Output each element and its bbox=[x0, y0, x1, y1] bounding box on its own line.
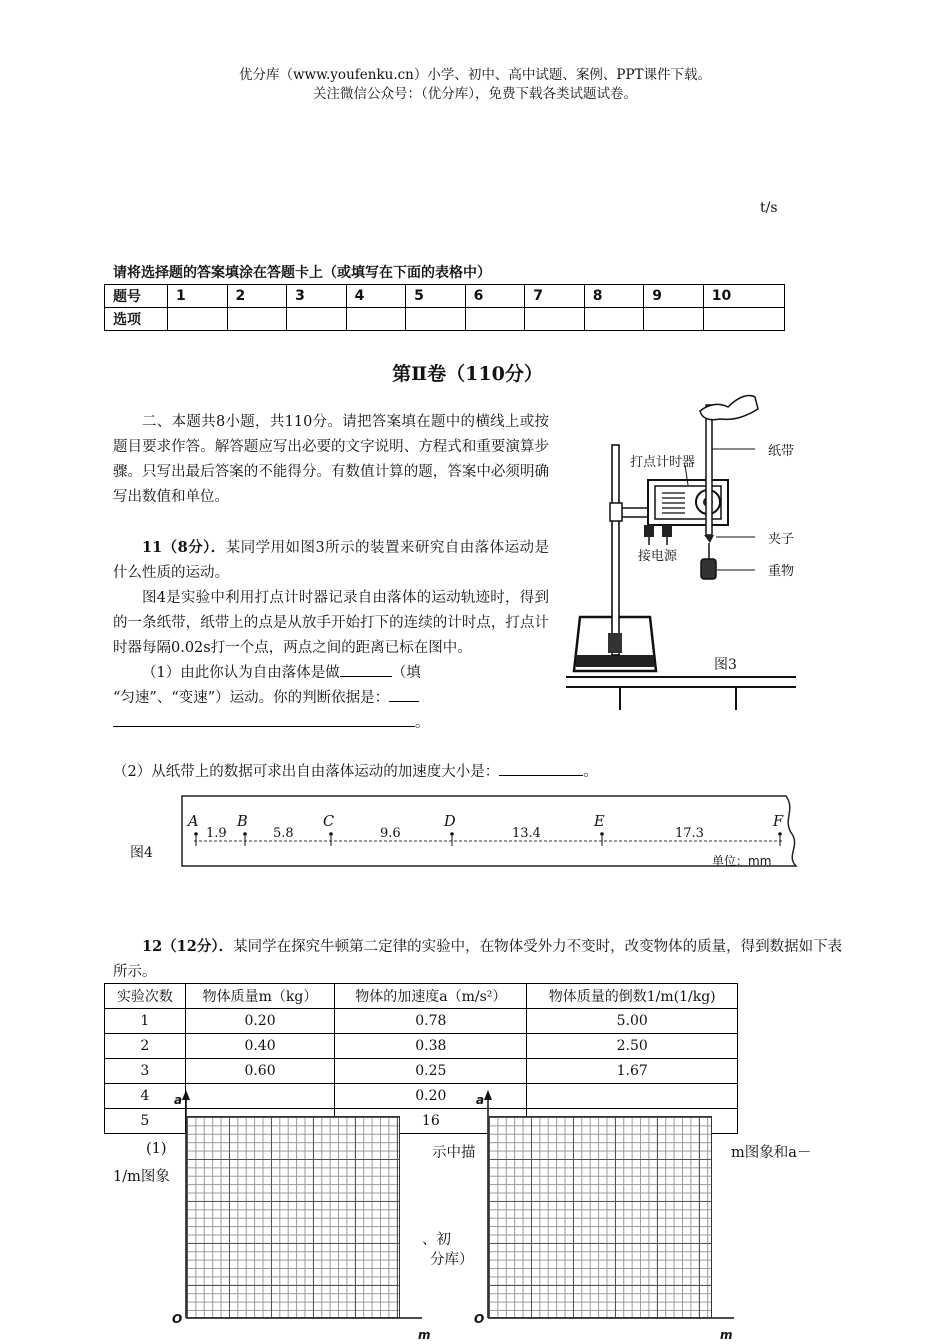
answer-number: 10 bbox=[703, 285, 784, 308]
graph-paper-right[interactable] bbox=[488, 1116, 712, 1318]
table-header-row bbox=[105, 984, 738, 1009]
table-cell: 4 bbox=[105, 1084, 186, 1109]
answer-number: 3 bbox=[287, 285, 347, 308]
q11-part2: （2）从纸带上的数据可求出自由落体运动的加速度大小是： bbox=[113, 764, 500, 780]
answer-cell[interactable] bbox=[465, 308, 525, 331]
graph-left-origin: O bbox=[172, 1312, 183, 1326]
q11-blank-4[interactable] bbox=[499, 760, 583, 776]
answer-number: 6 bbox=[465, 285, 525, 308]
tape-point: B bbox=[237, 814, 248, 830]
table-header: 物体质量的倒数1/m(1/kg) bbox=[527, 984, 738, 1009]
q11-part1-c: “匀速”、“变速”）运动。你的判断依据是： bbox=[113, 690, 390, 706]
answer-row-numbers bbox=[105, 285, 785, 308]
table-cell: 0.78 bbox=[335, 1009, 527, 1034]
header-line-1: 优分库（www.youfenku.cn）小学、初中、高中试题、案例、PPT课件下载。 bbox=[238, 67, 712, 83]
graph-paper-left[interactable] bbox=[186, 1116, 400, 1318]
table-header: 实验次数 bbox=[105, 984, 186, 1009]
answer-number: 5 bbox=[406, 285, 466, 308]
table-cell: 2.50 bbox=[527, 1034, 738, 1059]
tape-distance: 9.6 bbox=[380, 826, 401, 841]
table-cell: 0.20 bbox=[185, 1009, 335, 1034]
q11-text1: 某同学用如图3所示的装置来研究自由落体运动是什么性质的运动。 bbox=[113, 540, 549, 581]
table-cell: 0.25 bbox=[335, 1059, 527, 1084]
table-row bbox=[105, 1034, 738, 1059]
q11-part1-end: 。 bbox=[415, 715, 430, 731]
table-cell: 3 bbox=[105, 1059, 186, 1084]
tape-unit: 单位：mm bbox=[712, 854, 772, 868]
answer-row-label: 题号 bbox=[105, 285, 168, 308]
table-cell: 5 bbox=[105, 1109, 186, 1134]
answer-cell[interactable] bbox=[346, 308, 406, 331]
table-header: 物体的加速度a（m/s²） bbox=[335, 984, 527, 1009]
tape-distance: 13.4 bbox=[512, 826, 541, 841]
graph-left-x-label: m bbox=[418, 1328, 431, 1342]
tape-distance: 1.9 bbox=[206, 826, 227, 841]
answer-row-label: 选项 bbox=[105, 308, 168, 331]
tape-point: D bbox=[444, 814, 456, 830]
answer-cell[interactable] bbox=[227, 308, 287, 331]
answer-number: 9 bbox=[644, 285, 704, 308]
fig3-apparatus bbox=[560, 385, 860, 720]
fig3-weight-label: 重物 bbox=[768, 564, 795, 579]
tape-point: E bbox=[594, 814, 605, 830]
answer-instruction: 请将选择题的答案填涂在答题卡上（或填写在下面的表格中） bbox=[113, 265, 491, 281]
q11-blank-2[interactable] bbox=[389, 686, 419, 702]
answer-table bbox=[104, 284, 785, 331]
q12-question-line2: 1/m图象 bbox=[113, 1169, 170, 1185]
table-cell: 0.60 bbox=[185, 1059, 335, 1084]
answer-number: 2 bbox=[227, 285, 287, 308]
answer-cell[interactable] bbox=[703, 308, 784, 331]
table-cell: 2 bbox=[105, 1034, 186, 1059]
tape-point: C bbox=[323, 814, 335, 830]
q11-text2: 图4是实验中利用打点计时器记录自由落体的运动轨迹时，得到的一条纸带，纸带上的点是从放手开始打下的连续的计时点，打点计时器每隔0.02s打一个点，两点之间的距离已标在图中。 bbox=[113, 590, 549, 656]
table-cell: 1 bbox=[105, 1009, 186, 1034]
overlap-text-2: 分库） bbox=[430, 1252, 474, 1268]
table-header: 物体质量m（kg） bbox=[185, 984, 335, 1009]
tape-distance: 5.8 bbox=[273, 826, 294, 841]
q12-block bbox=[113, 934, 843, 985]
part2-title: 第Ⅱ卷（110分） bbox=[392, 363, 543, 385]
q12-question-tail: m图象和a－ bbox=[731, 1145, 812, 1161]
q11-heading: 11（8分）． bbox=[142, 539, 226, 556]
table-cell: 0.40 bbox=[185, 1034, 335, 1059]
q12-question-mid: 示中描 bbox=[432, 1145, 476, 1161]
table-row bbox=[105, 1059, 738, 1084]
answer-cell[interactable] bbox=[525, 308, 585, 331]
answer-cell[interactable] bbox=[406, 308, 466, 331]
table-cell: 0.38 bbox=[335, 1034, 527, 1059]
fig3-clip-label: 夹子 bbox=[768, 532, 795, 547]
fig3-tape-label: 纸带 bbox=[768, 444, 795, 459]
fig3-timer-label: 打点计时器 bbox=[630, 455, 696, 470]
fig4-text-layer bbox=[174, 790, 806, 872]
q11-part1-b: （填 bbox=[391, 665, 421, 681]
answer-cell[interactable] bbox=[584, 308, 644, 331]
q12-heading: 12（12分）． bbox=[142, 938, 234, 955]
graph-right-x-label: m bbox=[720, 1328, 733, 1342]
answer-cell[interactable] bbox=[287, 308, 347, 331]
answer-cell[interactable] bbox=[644, 308, 704, 331]
q11-part2-line bbox=[113, 760, 813, 785]
tape-point: A bbox=[188, 814, 199, 830]
tape-point: F bbox=[773, 814, 784, 830]
q11-blank-3[interactable] bbox=[113, 711, 415, 727]
tape-distance: 17.3 bbox=[675, 826, 704, 841]
table-cell: 16 bbox=[335, 1109, 527, 1134]
fig3-power-label: 接电源 bbox=[638, 549, 678, 564]
answer-cell[interactable] bbox=[168, 308, 228, 331]
fig3-label: 图3 bbox=[714, 657, 737, 673]
q11-blank-1[interactable] bbox=[340, 661, 392, 677]
q12-question-prefix: (1) bbox=[146, 1141, 167, 1157]
q12-text: 某同学在探究牛顿第二定律的实验中，在物体受外力不变时，改变物体的质量，得到数据如下表所示。 bbox=[113, 939, 843, 980]
graph-left-y-label: a bbox=[174, 1093, 183, 1107]
graph-right-origin: O bbox=[474, 1312, 485, 1326]
intro-paragraph: 二、本题共8小题，共110分。请把答案填在题中的横线上或按题目要求作答。解答题应写出必要的文字说明、方程式和重要演算步骤。只写出最后答案的不能得分。有数值计算的题，答案中必须明确写出数值和单位。 bbox=[113, 414, 549, 505]
graph-right-y-label: a bbox=[476, 1093, 485, 1107]
answer-number: 4 bbox=[346, 285, 406, 308]
answer-number: 7 bbox=[525, 285, 585, 308]
header-line-2: 关注微信公众号：（优分库），免费下载各类试题试卷。 bbox=[313, 86, 637, 102]
answer-row-options bbox=[105, 308, 785, 331]
table-cell: 0.20 bbox=[335, 1084, 527, 1109]
fig4-label: 图4 bbox=[130, 845, 153, 861]
stray-label: t/s bbox=[760, 200, 778, 216]
table-cell: 5.00 bbox=[527, 1009, 738, 1034]
table-row bbox=[105, 1009, 738, 1034]
table-cell: 1.67 bbox=[527, 1059, 738, 1084]
answer-number: 8 bbox=[584, 285, 644, 308]
q11-block bbox=[113, 535, 549, 736]
answer-number: 1 bbox=[168, 285, 228, 308]
q11-part1-a: （1）由此你认为自由落体是做 bbox=[142, 665, 340, 681]
q11-part2-end: 。 bbox=[583, 764, 598, 780]
overlap-text-1: 、初 bbox=[422, 1232, 451, 1248]
